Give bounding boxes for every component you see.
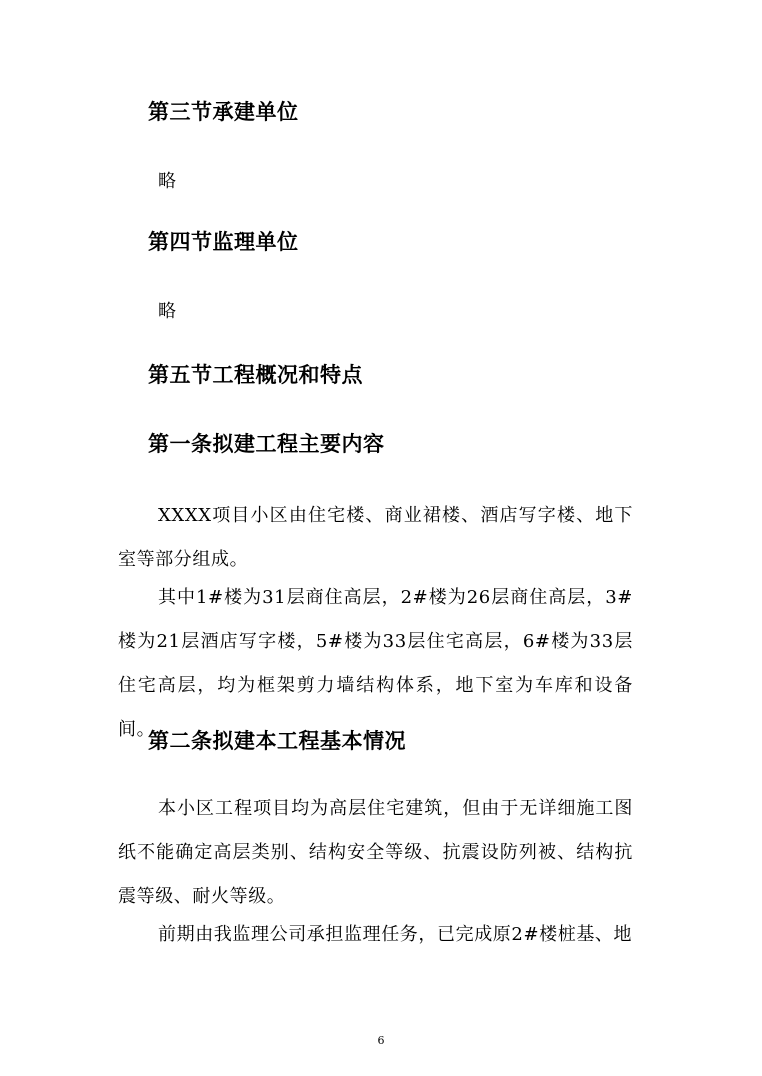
paragraph-buildings: 其中1#楼为31层商住高层，2#楼为26层商住高层，3#楼为21层酒店写字楼，5#楼为33层住宅高层，6#楼为33层住宅高层，均为框架剪力墙结构体系，地下室为车库和设备间。 xyxy=(118,587,633,740)
page-number: 6 xyxy=(377,1034,385,1047)
section-heading-contractor: 第三节承建单位 xyxy=(148,99,299,124)
article-heading-basic-situation: 第二条拟建本工程基本情况 xyxy=(148,728,406,753)
section-body-supervisor: 略 xyxy=(158,301,176,322)
section-heading-supervisor: 第四节监理单位 xyxy=(148,229,299,254)
section-heading-overview: 第五节工程概况和特点 xyxy=(148,362,363,387)
article-heading-main-content: 第一条拟建工程主要内容 xyxy=(148,431,385,456)
paragraph-supervision: 前期由我监理公司承担监理任务，已完成原2#楼桩基、地 xyxy=(158,924,633,945)
paragraph-composition: XXXX项目小区由住宅楼、商业裙楼、酒店写字楼、地下室等部分组成。 xyxy=(118,505,633,570)
section-body-contractor: 略 xyxy=(158,171,176,192)
paragraph-building-type: 本小区工程项目均为高层住宅建筑，但由于无详细施工图纸不能确定高层类别、结构安全等级、抗震设防列被、结构抗震等级、耐火等级。 xyxy=(118,798,633,907)
